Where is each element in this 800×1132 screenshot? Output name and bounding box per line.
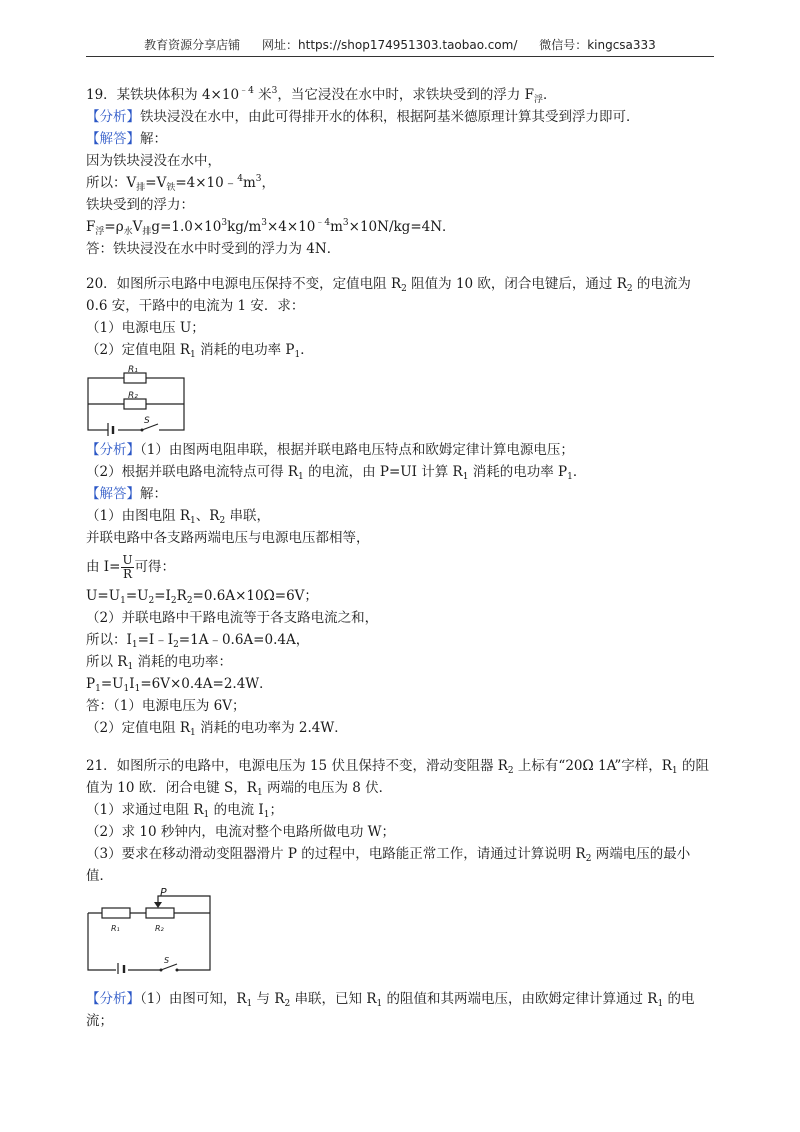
slider-p-label: P — [160, 886, 167, 899]
q19-line-5: 答：铁块浸没在水中时受到的浮力为 4N． — [86, 241, 341, 257]
q20-stem-4: （2）定值电阻 $R_1$ 消耗的电功率 $P_1$． — [86, 342, 314, 360]
r1-label: R₁ — [128, 365, 138, 375]
q20-stem-2: 0.6 安，干路中的电流为 1 安．求： — [86, 298, 305, 314]
q20-answer-head: 【解答】解： — [86, 486, 167, 502]
q19-line-2: 所以：$V_排=V_铁=4\times 10﹣^4m^3$， — [86, 174, 276, 193]
q19-analysis: 【分析】铁块浸没在水中，由此可得排开水的体积，根据阿基米德原理计算其受到浮力即可． — [86, 109, 640, 125]
q20-analysis-1: 【分析】（1）由图两电阻串联，根据并联电路电压特点和欧姆定律计算电源电压； — [86, 442, 574, 458]
analysis-tag: 【分析】 — [86, 991, 140, 1007]
q19-answer-head: 【解答】解： — [86, 131, 167, 147]
switch-label: S — [164, 956, 170, 965]
q21-circuit-diagram — [86, 886, 214, 974]
wechat-id: 微信号：kingcsa333 — [539, 38, 656, 52]
q20-sol-4: $U=U_1=U_2=I_2R_2=0.6A\times 10\Omega=6V$； — [86, 588, 318, 606]
q20-stem-3: （1）电源电压 U； — [86, 320, 205, 336]
q20-sol-2: 并联电路中各支路两端电压与电源电压都相等， — [86, 530, 370, 546]
r1-label: R₁ — [111, 924, 120, 933]
r2-label: R₂ — [128, 391, 138, 401]
q20-sol-8: $P_1=U_1I_1=6V\times 0.4A=2.4W$． — [86, 676, 273, 694]
shop-name: 教育资源分享店铺 — [144, 38, 241, 52]
q20-sol-5: （2）并联电路中干路电流等于各支路电流之和， — [86, 610, 379, 626]
q21-analysis-2: 流； — [86, 1013, 113, 1029]
q20-sol-1: （1）由图电阻 $R_1$、$R_2$ 串联， — [86, 508, 270, 526]
q21-stem-6: 值． — [86, 868, 113, 884]
answer-tag: 【解答】 — [86, 131, 140, 147]
q21-analysis-1: 【分析】（1）由图可知，$R_1$ 与 $R_2$ 串联，已知 $R_1$ 的阻值和其两端电压，由欧姆定律计算通过 $R_1$ 的电 — [86, 991, 695, 1009]
r2-label: R₂ — [155, 924, 164, 933]
q19-stem: 19．某铁块体积为 $4\times 10^{﹣4}$ 米$^3$，当它浸没在水中时，求铁块受到的浮力 $F_浮$． — [86, 86, 557, 105]
q20-sol-6: 所以：$I_1=I﹣I_2=1A﹣0.6A=0.4A$， — [86, 632, 310, 650]
shop-url[interactable]: 网址：https://shop174951303.taobao.com/ — [262, 38, 518, 52]
analysis-tag: 【分析】 — [86, 442, 140, 458]
q20-sol-10: （2）定值电阻 $R_1$ 消耗的电功率为 2.4W． — [86, 720, 348, 738]
analysis-tag: 【分析】 — [86, 109, 140, 125]
answer-tag: 【解答】 — [86, 486, 140, 502]
page-header — [86, 36, 714, 57]
q20-sol-9: 答：（1）电源电压为 6V； — [86, 698, 246, 714]
q20-analysis-2: （2）根据并联电路电流特点可得 $R_1$ 的电流，由 P=UI 计算 $R_1$ 消耗的电功率 $P_1$． — [86, 464, 587, 482]
q20-sol-3: 由 I= $\frac{U}{R}$ 可得： — [86, 553, 176, 581]
q21-stem-2: 值为 10 欧．闭合电键 S，$R_1$ 两端的电压为 8 伏． — [86, 780, 393, 798]
q19-line-4: $F_浮=\rho_水V_排g=1.0\times 10^3kg/m^3\times 4\times 10^{﹣4}m^3\times 10N/kg=4N$． — [86, 218, 456, 237]
q21-stem-3: （1）求通过电阻 $R_1$ 的电流 $I_1$； — [86, 802, 283, 820]
q21-stem-1: 21．如图所示的电路中，电源电压为 15 伏且保持不变，滑动变阻器 $R_2$ 上标有“20Ω 1A”字样，$R_1$ 的阻 — [86, 758, 709, 776]
q20-circuit-diagram — [86, 364, 190, 436]
q20-sol-7: 所以 $R_1$ 消耗的电功率： — [86, 654, 232, 672]
q19-line-3: 铁块受到的浮力： — [86, 197, 194, 213]
q21-stem-4: （2）求 10 秒钟内，电流对整个电路所做电功 W； — [86, 824, 396, 840]
q21-stem-5: （3）要求在移动滑动变阻器滑片 P 的过程中，电路能正常工作，请通过计算说明 $R_2$ 两端电压的最小 — [86, 846, 691, 864]
switch-label: S — [144, 416, 150, 426]
ohms-law-fraction: $\frac{U}{R}$ — [122, 553, 133, 581]
q20-stem-1: 20．如图所示电路中电源电压保持不变，定值电阻 $R_2$ 阻值为 10 欧，闭合电键后，通过 $R_2$ 的电流为 — [86, 276, 691, 294]
q19-line-1: 因为铁块浸没在水中， — [86, 153, 221, 169]
